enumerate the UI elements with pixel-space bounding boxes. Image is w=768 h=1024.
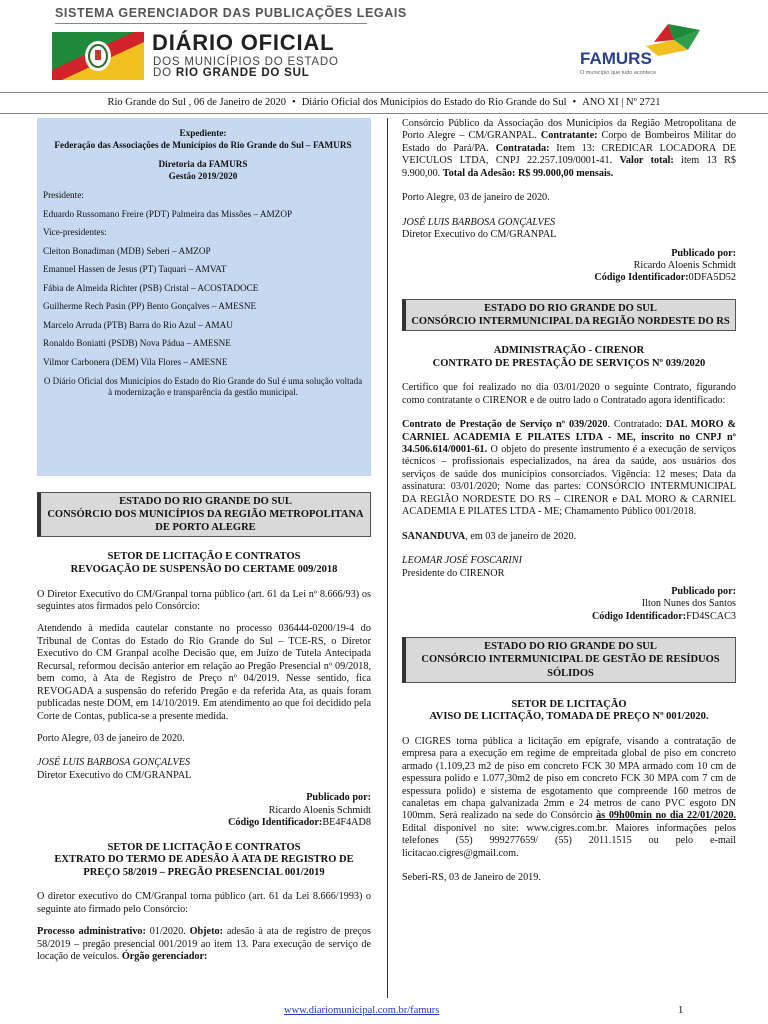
svg-text:FAMURS: FAMURS [580, 49, 652, 68]
vp-label: Vice-presidentes: [43, 227, 107, 237]
vp-item: Ronaldo Boniatti (PSDB) Nova Pádua – AMESNE [43, 338, 231, 348]
signer-role: Presidente do CIRENOR [402, 567, 505, 579]
published-by-name: Ilton Nunes dos Santos [641, 598, 736, 610]
signer-name: JOSÉ LUIS BARBOSA GONÇALVES [402, 216, 556, 228]
president-name: Eduardo Russomano Freire (PDT) Palmeira das Missões – AMZOP [43, 208, 293, 219]
system-title: SISTEMA GERENCIADOR DAS PUBLICAÇÕES LEGAIS [55, 6, 407, 20]
divider [55, 23, 367, 24]
paragraph: O Diretor Executivo do CM/Granpal torna público (art. 61 da Lei nº 8.666/93) os seguintes atos firmados pelo Consórcio: [37, 588, 371, 612]
president-label: Presidente: [43, 190, 84, 200]
paragraph: Atendendo à medida cautelar constante no processo 036444-0200/19-4 do Tribunal de Contas do Estado do Rio Grande do Sul – TCE-RS, o Diretor Executivo do CM Granpal acolhe Decisão que, em Juízo de Tutela Antecipada Recursal, reformou decisão anterior em relação ao Pregão Presencial nº 09/2018, bem como, à Ata de Registro de Preço nº 04/2019. Nesse sentido, fica REVOGADA a suspensão do referido Pregão e da referida Ata, as quais foram publicadas neste DOM, em 14/10/2019. Em atendimento ao que foi decidido pela Corte de Contas, publica-se a presente medida. [37, 623, 371, 722]
issue-line: Rio Grande do Sul , 06 de Janeiro de 2020 • Diário Oficial dos Municípios do Estado do Rio Grande do Sul • ANO XI | Nº 2721 [0, 92, 768, 114]
section-title: SETOR DE LICITAÇÃO E CONTRATOS REVOGAÇÃO DE SUSPENSÃO DO CERTAME 009/2018 [70, 551, 338, 575]
entity-header-box: ESTADO DO RIO GRANDE DO SUL CONSÓRCIO DOS MUNICÍPIOS DA REGIÃO METROPOLITANA DE PORTO ALEGRE [37, 492, 371, 537]
section-title: ADMINISTRAÇÃO - CIRENOR CONTRATO DE PRESTAÇÃO DE SERVIÇOS Nº 039/2020 [432, 345, 706, 369]
issue-edition: ANO XI | Nº 2721 [582, 97, 661, 108]
section-title: SETOR DE LICITAÇÃO AVISO DE LICITAÇÃO, TOMADA DE PREÇO Nº 001/2020. [429, 698, 709, 723]
issue-place-date: Rio Grande do Sul , 06 de Janeiro de 2020 [107, 97, 286, 108]
paragraph: O CIGRES torna pública a licitação em epígrafe, visando a contratação de empresa para a execução em regime de empreitada global de piso em concreto armado (1.109,23 m2 de piso em concreto FCK 30 MPA armado com 10 cm de espessura polido e 1.077,30m2 de piso em concreto FCK 30 MPA com 7 cm de espessura polido) e sistema de esgotamento que compreende 160 metros de canaletas em chapa galvanizada 2mm e 24 metros de cano PVC esgoto DN 100mm. Será realizado na sede do Consórcio às 09h00min no dia 22/01/2020. Edital disponível no site: www.cigres.com.br. Maiores informações pelos telefones (55) 999277659/ (55) 2011.1515 ou pelo e-mail licitacao.cigres@gmail.com. [402, 735, 737, 859]
expediente-federation: Federação das Associações de Municípios do Rio Grande do Sul – FAMURS [54, 139, 352, 150]
signer-name: JOSÉ LUIS BARBOSA GONÇALVES [37, 757, 191, 769]
svg-text:O município que tudo acontece: O município que tudo acontece [580, 70, 657, 76]
paragraph: Contrato de Prestação de Serviço nº 039/2020. Contratado: DAL MORO & CARNIEL ACADEMIA E PILATES LTDA - ME, inscrito no CNPJ nº 34.506.614/0001-61. O objeto do presente instrumento é a execução de serviços técnicos – profissionais especializados, na área da saúde, aos usuários dos serviços de saúde dos municípios consorciados. Vigência: 12 meses; Data da assinatura: 03/01/2020; Nome das partes: CONSÓRCIO INTERMUNICIPAL DA REGIÃO NORDESTE DO RS – CIRENOR e DAL MORO & CARNIEL ACADEMIA E PILATES LTDA - ME; Chamamento Público 001/2018. [402, 419, 736, 518]
date-line: Seberi-RS, 03 de Janeiro de 2019. [402, 872, 541, 884]
vp-item: Vilmor Carbonera (DEM) Vila Flores – AMESNE [43, 356, 228, 367]
signer-role: Diretor Executivo do CM/GRANPAL [37, 769, 192, 781]
date-line: SANANDUVA, em 03 de janeiro de 2020. [402, 530, 577, 542]
expediente-term: Gestão 2019/2020 [168, 170, 238, 181]
paragraph: O diretor executivo do CM/Granpal torna público (art. 61 da Lei 8.666/1993) o seguinte ato firmado pelo Consórcio: [37, 891, 371, 915]
published-by-label: Publicado por: [671, 585, 736, 597]
expediente-closing: O Diário Oficial dos Municípios do Estado do Rio Grande do Sul é uma solução voltada à modernização e transparência da gestão municipal. [43, 376, 363, 398]
entity-header-box: ESTADO DO RIO GRANDE DO SUL CONSÓRCIO INTERMUNICIPAL DA REGIÃO NORDESTE DO RS [402, 299, 736, 331]
published-by-label: Publicado por: [306, 792, 371, 804]
vp-item: Cleiton Bonadiman (MDB) Seberi – AMZOP [43, 245, 211, 256]
entity-header-box: ESTADO DO RIO GRANDE DO SUL CONSÓRCIO INTERMUNICIPAL DE GESTÃO DE RESÍDUOS SÓLIDOS [402, 637, 736, 682]
signer-role: Diretor Executivo do CM/GRANPAL [402, 229, 557, 241]
expediente-box [37, 118, 371, 476]
signer-name: LEOMAR JOSÉ FOSCARINI [402, 555, 522, 567]
rio-grande-do-sul-flag-icon [52, 32, 144, 80]
published-by-label: Publicado por: [671, 247, 736, 259]
identifier-code: Código Identificador:BE4F4AD8 [228, 817, 371, 829]
date-line: Porto Alegre, 03 de janeiro de 2020. [37, 732, 185, 744]
published-by-name: Ricardo Aloenis Schmidt [633, 259, 736, 271]
issue-publication: Diário Oficial dos Municípios do Estado do Rio Grande do Sul [301, 97, 567, 108]
vp-item: Fábia de Almeida Richter (PSB) Cristal – ACOSTADOCE [43, 282, 259, 293]
publication-subtitle: DOS MUNICÍPIOS DO ESTADO [153, 56, 339, 68]
published-by-name: Ricardo Aloenis Schmidt [268, 804, 371, 816]
left-column [37, 118, 371, 964]
page-number: 1 [678, 1005, 684, 1016]
expediente-board: Diretoria da FAMURS [158, 159, 248, 169]
vp-item: Guilherme Rech Pasin (PP) Bento Gonçalves – AMESNE [43, 301, 257, 311]
paragraph: Processo administrativo: 01/2020. Objeto: adesão à ata de registro de preços 58/2019 – pregão presencial 001/2019 ao item 13. Para execução de serviço de locação de veículos. Órgão gerenciador: [37, 926, 371, 963]
expediente-heading: Expediente: [179, 128, 227, 138]
section-title: SETOR DE LICITAÇÃO E CONTRATOS EXTRATO DO TERMO DE ADESÃO À ATA DE REGISTRO DE PREÇO 58/2019 – PREGÃO PRESENCIAL 001/2019 [54, 841, 354, 878]
masthead [0, 0, 768, 92]
vp-item: Emanuel Hassen de Jesus (PT) Taquari – AMVAT [43, 264, 227, 274]
publication-title: DIÁRIO OFICIAL [152, 30, 335, 55]
identifier-code: Código Identificador:FD4SCAC3 [591, 610, 736, 622]
footer-link[interactable]: www.diariomunicipal.com.br/famurs [284, 1005, 440, 1016]
identifier-code: Código Identificador:0DFA5D52 [594, 272, 736, 284]
right-column [402, 118, 736, 885]
publication-subtitle-2: DO RIO GRANDE DO SUL [153, 67, 310, 79]
vp-item: Marcelo Arruda (PTB) Barra do Rio Azul – AMAU [43, 319, 233, 330]
date-line: Porto Alegre, 03 de janeiro de 2020. [402, 192, 550, 204]
paragraph: Consórcio Público da Associação dos Municípios da Região Metropolitana de Porto Alegre – CM/GRANPAL. Contratante: Corpo de Bombeiros Militar do Estado do Pará/PA. Contratada: Item 13: CREDICAR LOCADORA DE VEICULOS LTDA, CNPJ 22.257.109/0001-41. Valor total: item 13 R$ 9.900,00. Total da Adesão: R$ 99.000,00 mensais. [402, 118, 737, 179]
famurs-logo [576, 20, 726, 80]
paragraph: Certifico que foi realizado no dia 03/01/2020 o seguinte Contrato, figurando como contratante o CIRENOR e de outro lado o Contratado agora identificado: [402, 382, 736, 406]
column-divider [387, 118, 388, 998]
